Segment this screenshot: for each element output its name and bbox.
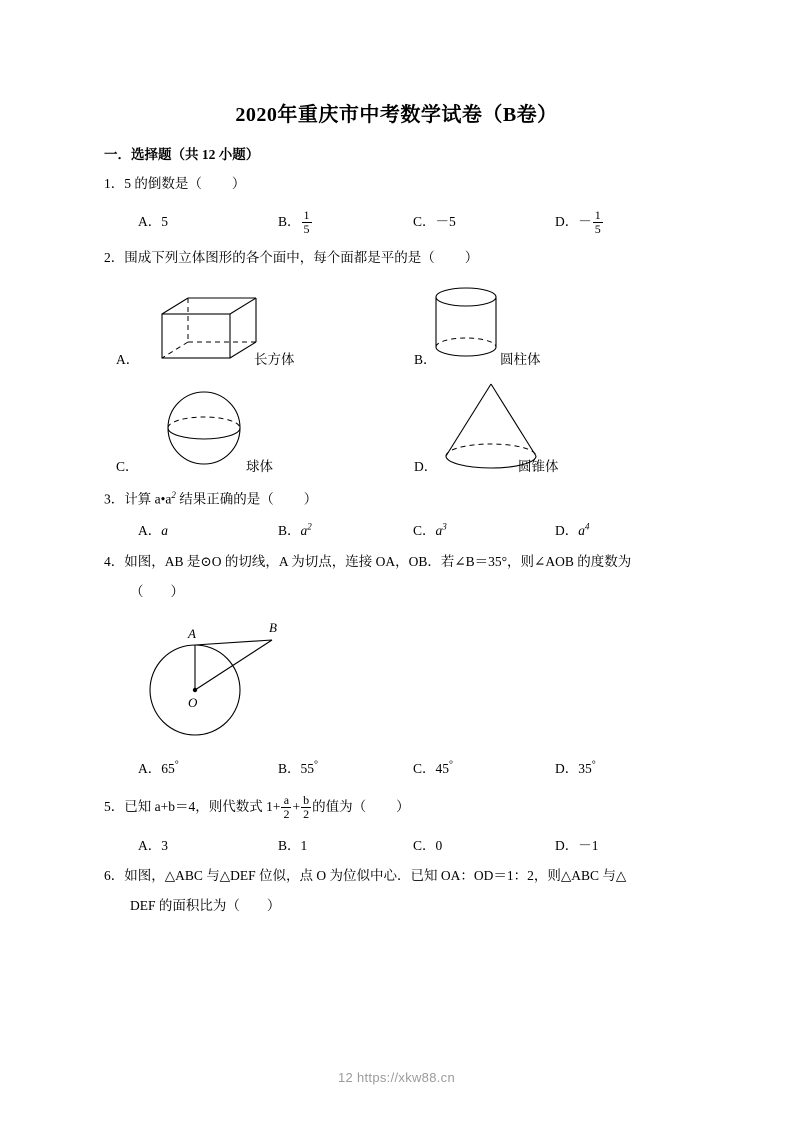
option-1-D-sign: － bbox=[578, 214, 592, 230]
option-5-A[interactable] bbox=[138, 834, 168, 854]
option-4-A-value: 65 bbox=[161, 761, 175, 776]
fraction-numerator: 1 bbox=[303, 208, 310, 222]
option-3-A[interactable] bbox=[138, 519, 168, 539]
cuboid-svg bbox=[160, 296, 260, 362]
fraction-denominator: 5 bbox=[303, 221, 310, 236]
option-4-D-unit: ° bbox=[591, 759, 596, 771]
option-3-B[interactable] bbox=[278, 519, 312, 539]
circle-tangent-svg bbox=[138, 608, 298, 748]
option-1-A-value: 5 bbox=[161, 214, 168, 229]
option-4-B-value: 55 bbox=[300, 761, 315, 776]
option-2-C-label[interactable]: C． bbox=[116, 459, 139, 474]
sphere-svg bbox=[164, 390, 250, 470]
option-4-A-label: A． bbox=[138, 761, 162, 776]
fraction-denominator: 2 bbox=[303, 806, 310, 821]
option-1-B-fraction bbox=[302, 209, 312, 235]
option-3-D-base: a bbox=[578, 523, 585, 538]
option-5-D-value: －1 bbox=[578, 838, 599, 853]
option-2-B-name: 圆柱体 bbox=[500, 352, 541, 367]
option-2-B-label[interactable]: B． bbox=[414, 352, 437, 367]
option-5-D-label: D． bbox=[555, 838, 579, 853]
question-5-plus: + bbox=[292, 799, 301, 815]
option-4-B-label: B． bbox=[278, 761, 301, 776]
option-4-A-unit: ° bbox=[174, 759, 179, 771]
option-4-B-unit: ° bbox=[314, 759, 319, 771]
option-1-D[interactable] bbox=[555, 210, 604, 236]
option-1-C-label: C． bbox=[413, 214, 436, 229]
fraction-numerator: b bbox=[303, 793, 310, 807]
question-5-paren-close: ） bbox=[396, 799, 410, 815]
question-3-text bbox=[104, 489, 317, 510]
option-5-C-label: C． bbox=[413, 838, 436, 853]
option-3-D[interactable] bbox=[555, 519, 590, 539]
option-3-C-base: a bbox=[435, 523, 443, 538]
option-3-B-base: a bbox=[300, 523, 308, 538]
option-5-C-value: 0 bbox=[435, 838, 443, 853]
page-title: 2020年重庆市中考数学试卷（B卷） bbox=[235, 104, 558, 126]
question-4-line-1: 4．如图，AB 是⊙O 的切线，A 为切点，连接 OA，OB．若∠B＝35°，则∠AOB 的度数为 bbox=[104, 554, 632, 569]
question-1-text bbox=[104, 174, 245, 194]
option-1-B-label: B． bbox=[278, 214, 301, 230]
question-6-line-1: 6．如图，△ABC 与△DEF 位似，点 O 为位似中心．已知 OA：OD＝1：2，则△ABC 与△ bbox=[104, 868, 627, 883]
question-5-fraction-1 bbox=[281, 794, 291, 820]
question-1-stem: 1．5 的倒数是（ bbox=[104, 176, 202, 191]
question-5-stem-b: 的值为（ bbox=[312, 799, 367, 815]
option-5-B[interactable] bbox=[278, 834, 307, 854]
section-heading: 一．选择题（共 12 小题） bbox=[104, 147, 260, 162]
option-5-C[interactable] bbox=[413, 834, 442, 854]
question-6-line-2: DEF 的面积比为（ ） bbox=[130, 898, 281, 913]
option-2-C-name: 球体 bbox=[246, 459, 273, 474]
figure-cuboid bbox=[160, 296, 260, 362]
option-3-B-exp: 2 bbox=[307, 521, 312, 532]
option-4-A[interactable] bbox=[138, 757, 179, 777]
option-5-D[interactable] bbox=[555, 834, 599, 854]
option-4-D-value: 35 bbox=[578, 761, 592, 776]
option-4-B[interactable] bbox=[278, 757, 318, 777]
option-5-B-value: 1 bbox=[300, 838, 308, 853]
option-3-D-label: D． bbox=[555, 523, 579, 538]
option-4-C-unit: ° bbox=[449, 759, 454, 771]
option-2-D-label[interactable]: D． bbox=[414, 459, 438, 474]
option-1-C[interactable] bbox=[413, 210, 456, 230]
fraction-numerator: 1 bbox=[594, 208, 601, 222]
option-3-C-label: C． bbox=[413, 523, 436, 538]
page-watermark: 12 https://xkw88.cn bbox=[338, 1070, 455, 1085]
option-1-A[interactable] bbox=[138, 210, 168, 230]
figure-circle-tangent bbox=[138, 608, 298, 748]
question-5-stem-a: 5．已知 a+b＝4，则代数式 1+ bbox=[104, 799, 281, 815]
option-4-D[interactable] bbox=[555, 757, 596, 777]
option-1-A-label: A． bbox=[138, 214, 162, 229]
option-2-A-label[interactable]: A． bbox=[116, 352, 140, 367]
option-1-D-fraction bbox=[593, 209, 603, 235]
option-3-A-label: A． bbox=[138, 523, 162, 538]
question-3-exponent: 2 bbox=[171, 490, 176, 500]
option-5-B-label: B． bbox=[278, 838, 301, 853]
option-3-D-exp: 4 bbox=[585, 521, 590, 532]
option-1-C-value: －5 bbox=[435, 214, 456, 229]
figure-sphere bbox=[164, 390, 250, 470]
question-2-text bbox=[104, 248, 478, 268]
option-4-C[interactable] bbox=[413, 757, 453, 777]
label-point-o: O bbox=[188, 695, 198, 710]
option-3-C-exp: 3 bbox=[442, 521, 447, 532]
option-4-C-label: C． bbox=[413, 761, 436, 776]
option-1-D-label: D． bbox=[555, 214, 579, 230]
option-2-A-name: 长方体 bbox=[254, 352, 295, 367]
question-5-text bbox=[104, 795, 410, 821]
option-4-D-label: D． bbox=[555, 761, 579, 776]
fraction-denominator: 2 bbox=[283, 806, 290, 821]
question-1-paren-close: ） bbox=[231, 176, 246, 191]
question-3-stem-a: 3．计算 a•a bbox=[104, 491, 172, 507]
label-point-a: A bbox=[188, 626, 196, 641]
option-2-D-name: 圆锥体 bbox=[518, 459, 559, 474]
option-1-B[interactable] bbox=[278, 210, 313, 236]
question-4-line-2: （ ） bbox=[130, 584, 184, 599]
question-5-fraction-2 bbox=[301, 794, 311, 820]
option-3-C[interactable] bbox=[413, 519, 447, 539]
option-5-A-value: 3 bbox=[161, 838, 168, 853]
fraction-numerator: a bbox=[281, 794, 291, 808]
question-3-paren-close: ） bbox=[303, 491, 318, 507]
label-point-b: B bbox=[269, 620, 277, 635]
question-3-stem-b: 结果正确的是（ bbox=[175, 491, 274, 507]
fraction-denominator: 5 bbox=[594, 221, 601, 236]
question-2-stem: 2．围成下列立体图形的各个面中，每个面都是平的是（ bbox=[104, 250, 435, 265]
question-2-paren-close: ） bbox=[464, 250, 479, 265]
option-3-B-label: B． bbox=[278, 523, 301, 538]
option-4-C-value: 45 bbox=[435, 761, 450, 776]
option-3-A-base: a bbox=[161, 523, 168, 538]
option-5-A-label: A． bbox=[138, 838, 162, 853]
